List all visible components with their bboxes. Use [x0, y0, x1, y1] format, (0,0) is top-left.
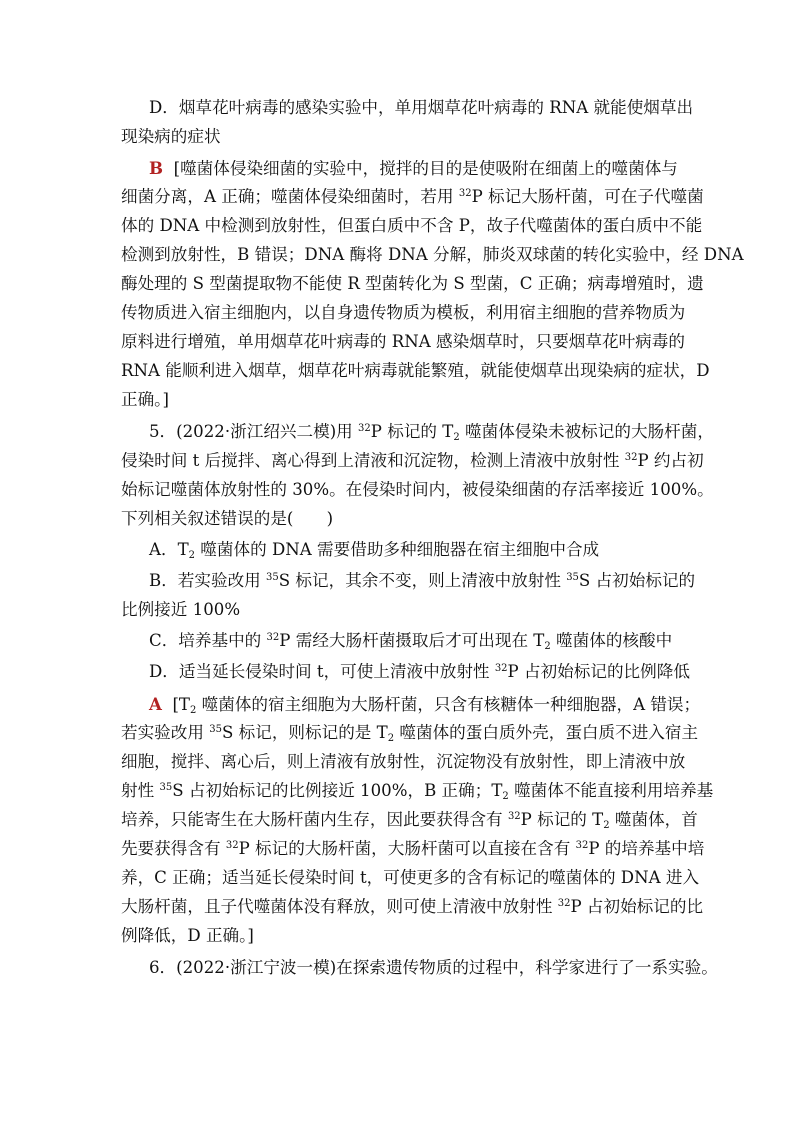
question-5-line-3: 始标记噬菌体放射性的 30%。在侵染时间内，被侵染细菌的存活率接近 100%。 — [121, 480, 714, 499]
option-d-line-1: D．烟草花叶病毒的感染实验中，单用烟草花叶病毒的 RNA 就能使烟草出 — [149, 98, 694, 117]
answer-4-line-5: 酶处理的 S 型菌提取物不能使 R 型菌转化为 S 型菌，C 正确；病毒增殖时，遗 — [121, 274, 704, 293]
option-b-line-2: 比例接近 100% — [121, 600, 241, 619]
option-d: D．适当延长侵染时间 t，可使上清液中放射性 $^{32}$P 占初始标记的比例降低 — [149, 662, 690, 681]
answer-4-line-3: 体的 DNA 中检测到放射性，但蛋白质中不含 P，故子代噬菌体的蛋白质中不能 — [121, 216, 703, 235]
option-a: A．$T_2$ 噬菌体的 DNA 需要借助多种细胞器在宿主细胞中合成 — [149, 540, 600, 561]
answer-5-line-3: 细胞，搅拌、离心后，则上清液有放射性，沉淀物没有放射性，即上清液中放 — [121, 752, 686, 771]
answer-5-line-1: A [$T_2$ 噬菌体的宿主细胞为大肠杆菌，只含有核糖体一种细胞器，A 错误； — [149, 694, 701, 716]
answer-4-line-8: RNA 能顺利进入烟草，烟草花叶病毒就能繁殖，就能使烟草出现染病的症状，D — [121, 361, 710, 380]
answer-5-line-8: 大肠杆菌，且子代噬菌体没有释放，则可使上清液中放射性 $^{32}$P 占初始标记的比 — [121, 897, 704, 916]
answer-letter: A — [149, 694, 162, 714]
answer-letter: B — [149, 158, 164, 178]
answer-5-line-5: 培养，只能寄生在大肠杆菌内生存，因此要获得含有 $^{32}$P 标记的 $T_2$ 噬菌体，首 — [121, 810, 698, 831]
answer-4-line-4: 检测到放射性，B 错误；DNA 酶将 DNA 分解，肺炎双球菌的转化实验中，经 DNA — [121, 245, 744, 264]
option-d-line-2: 现染病的症状 — [121, 127, 221, 146]
answer-5-line-7: 养，C 正确；适当延长侵染时间 t，可使更多的含有标记的噬菌体的 DNA 进入 — [121, 868, 700, 887]
answer-5-line-9: 例降低，D 正确。] — [121, 926, 254, 945]
question-6-line-1: 6．(2022·浙江宁波一模)在探索遗传物质的过程中，科学家进行了一系实验。 — [149, 958, 718, 977]
answer-5-line-4: 射性 $^{35}$S 占初始标记的比例接近 100%，B 正确；$T_2$ 噬菌体不能直接利用培养基 — [121, 781, 714, 802]
answer-4-line-7: 原料进行增殖，单用烟草花叶病毒的 RNA 感染烟草时，只要烟草花叶病毒的 — [121, 332, 685, 351]
question-5-line-1: 5．(2022·浙江绍兴二模)用 $^{32}$P 标记的 $T_2$ 噬菌体侵染未被标记的大肠杆菌， — [149, 422, 714, 443]
answer-4-line-2: 细菌分离，A 正确；噬菌体侵染细菌时，若用 $^{32}$P 标记大肠杆菌，可在子代噬菌 — [121, 187, 704, 206]
answer-5-line-2: 若实验改用 $^{35}$S 标记，则标记的是 $T_2$ 噬菌体的蛋白质外壳，蛋白质不进入宿主 — [121, 723, 699, 744]
option-b-line-1: B．若实验改用 $^{35}$S 标记，其余不变，则上清液中放射性 $^{35}$S 占初始标记的 — [149, 571, 696, 590]
question-5-line-2: 侵染时间 t 后搅拌、离心得到上清液和沉淀物，检测上清液中放射性 $^{32}$P 约占初 — [121, 451, 704, 470]
answer-5-line-6: 先要获得含有 $^{32}$P 标记的大肠杆菌，大肠杆菌可以直接在含有 $^{32}$P 的培养基中培 — [121, 839, 705, 858]
option-c: C．培养基中的 $^{32}$P 需经大肠杆菌摄取后才可出现在 $T_2$ 噬菌体的核酸中 — [149, 631, 673, 652]
question-5-line-4: 下列相关叙述错误的是( ) — [121, 509, 334, 528]
answer-4-line-6: 传物质进入宿主细胞内，以自身遗传物质为模板，利用宿主细胞的营养物质为 — [121, 303, 686, 322]
answer-4-line-1: B [噬菌体侵染细菌的实验中，搅拌的目的是使吸附在细菌上的噬菌体与 — [149, 158, 678, 178]
answer-4-line-9: 正确。] — [121, 390, 169, 409]
